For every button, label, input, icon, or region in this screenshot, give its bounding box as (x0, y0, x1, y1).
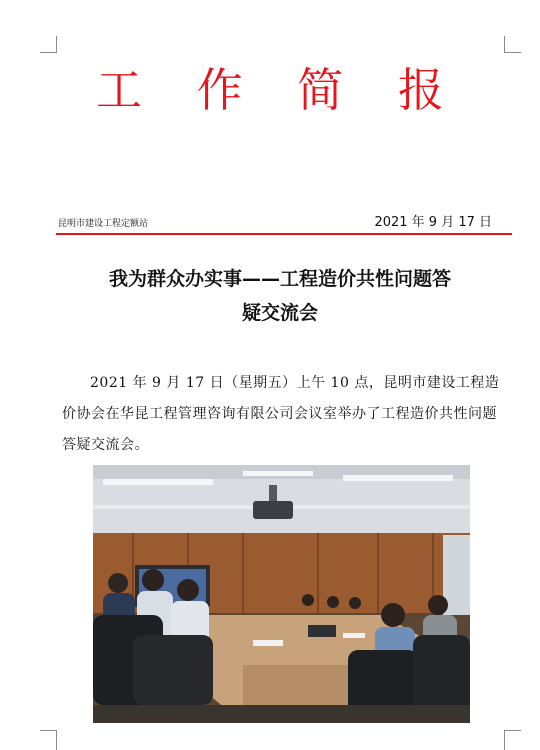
header-rule (56, 233, 512, 235)
headline-line-2: 疑交流会 (241, 302, 318, 324)
issue-date: 2021 年 9 月 17 日 (374, 215, 492, 230)
masthead-title: 工 作 简 报 (96, 63, 464, 117)
article-headline (60, 262, 500, 330)
issuer-name: 昆明市建设工程定额站 (58, 219, 149, 229)
meeting-photo-illustration (93, 465, 470, 723)
headline-line-1: 我为群众办实事——工程造价共性问题答 (108, 268, 451, 290)
crop-mark-top-left (40, 36, 57, 53)
crop-mark-bottom-right (504, 730, 521, 750)
crop-mark-bottom-left (40, 730, 57, 750)
article-body: 2021 年 9 月 17 日（星期五）上午 10 点，昆明市建设工程造价协会在华昆工程管理咨询有限公司会议室举办了工程造价共性问题答疑交流会。 (62, 375, 500, 453)
meeting-photo (93, 465, 470, 723)
crop-mark-top-right (504, 36, 521, 53)
